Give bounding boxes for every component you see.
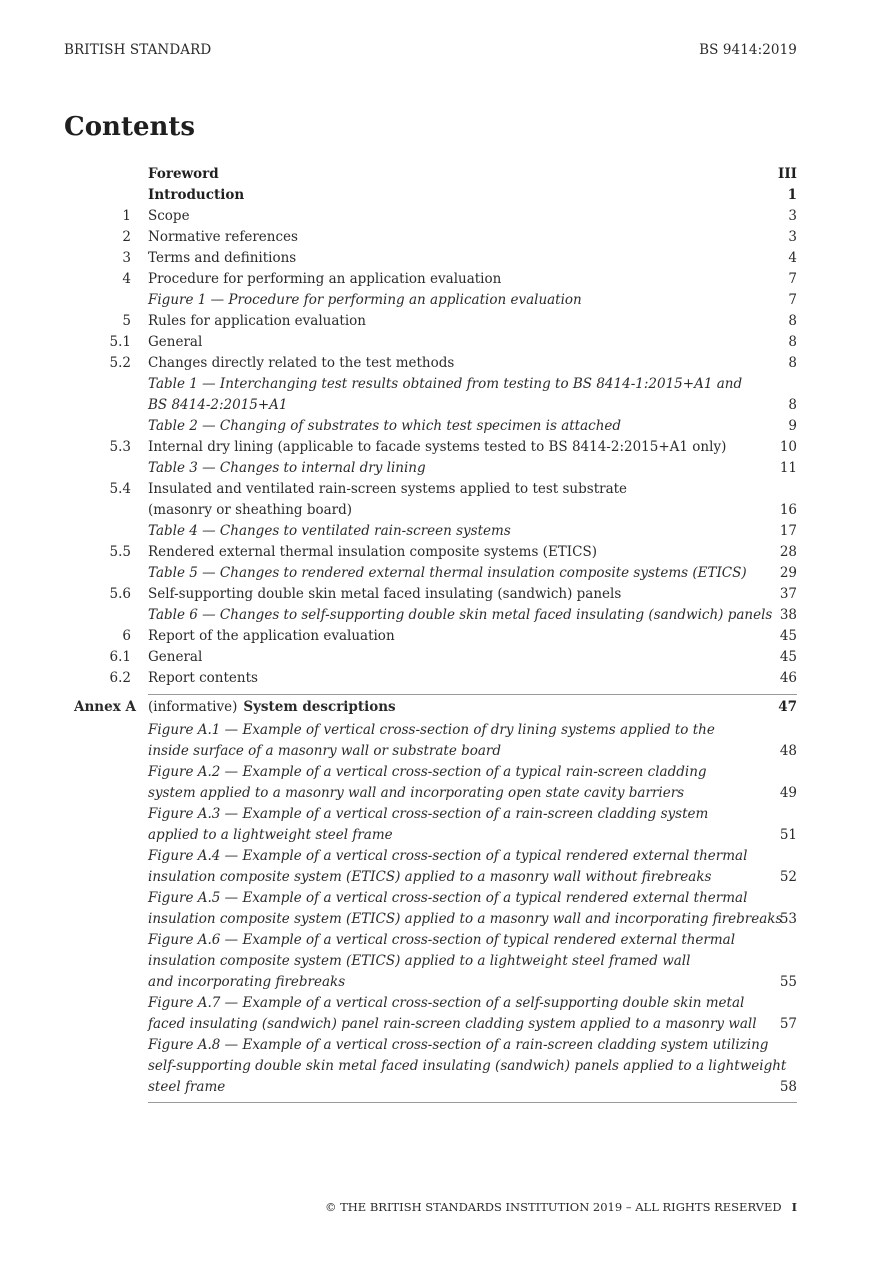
toc-entry-page: 9 bbox=[788, 418, 797, 434]
annex-figure-title: inside surface of a masonry wall or substrate board bbox=[148, 743, 502, 759]
annex-figure-page: 49 bbox=[779, 785, 797, 801]
annex-figure-title: insulation composite system (ETICS) applied to a masonry wall and incorporating firebreaks bbox=[148, 911, 783, 927]
toc-entry-number: 5.4 bbox=[109, 481, 131, 497]
toc-entry-page: 3 bbox=[788, 229, 797, 245]
footer-copyright: © THE BRITISH STANDARDS INSTITUTION 2019 – ALL RIGHTS RESERVED bbox=[324, 1200, 782, 1214]
annex-figure-entry[interactable] bbox=[64, 783, 797, 804]
toc-entry[interactable] bbox=[64, 542, 797, 563]
annex-heading-row[interactable] bbox=[64, 695, 797, 720]
toc-entry[interactable] bbox=[64, 584, 797, 605]
annex-figure-entry[interactable] bbox=[64, 1014, 797, 1035]
toc-entry-title: Internal dry lining (applicable to facade systems tested to BS 8414-2:2015+A1 only) bbox=[148, 439, 727, 455]
annex-figure-title: faced insulating (sandwich) panel rain-screen cladding system applied to a masonry wall bbox=[148, 1016, 757, 1032]
toc-entry[interactable] bbox=[64, 668, 797, 689]
toc-entry[interactable] bbox=[64, 290, 797, 311]
toc-entry-number: 2 bbox=[122, 229, 131, 245]
toc-entry-title: Report contents bbox=[148, 670, 258, 686]
toc-entry-title: Table 1 — Interchanging test results obtained from testing to BS 8414-1:2015+A1 and bbox=[148, 376, 743, 392]
annex-figure-title: Figure A.2 — Example of a vertical cross-section of a typical rain-screen cladding bbox=[148, 764, 707, 780]
table-of-contents bbox=[64, 164, 797, 1103]
annex-figure-entry[interactable] bbox=[64, 1077, 797, 1098]
toc-entry-title: General bbox=[148, 649, 203, 665]
toc-entry-title: Table 2 — Changing of substrates to which test specimen is attached bbox=[148, 418, 622, 434]
toc-entry-title: Table 4 — Changes to ventilated rain-screen systems bbox=[148, 523, 511, 539]
toc-entry-title: General bbox=[148, 334, 203, 350]
annex-figure-list bbox=[64, 720, 797, 1098]
annex-figure-title: Figure A.8 — Example of a vertical cross-section of a rain-screen cladding system utilizing bbox=[148, 1037, 769, 1053]
toc-entry-number: 6.1 bbox=[109, 649, 131, 665]
footer-page-number: I bbox=[791, 1200, 797, 1214]
toc-entry[interactable] bbox=[64, 185, 797, 206]
toc-entry-title: Self-supporting double skin metal faced insulating (sandwich) panels bbox=[148, 586, 622, 602]
toc-entry[interactable] bbox=[64, 164, 797, 185]
toc-entry-page: 38 bbox=[779, 607, 797, 623]
annex-figure-page: 57 bbox=[779, 1016, 797, 1032]
toc-entry[interactable] bbox=[64, 395, 797, 416]
annex-figure-entry[interactable] bbox=[64, 1035, 797, 1056]
toc-entry-page: 8 bbox=[788, 355, 797, 371]
toc-entry-number: 6.2 bbox=[109, 670, 131, 686]
toc-entry[interactable] bbox=[64, 416, 797, 437]
annex-figure-title: applied to a lightweight steel frame bbox=[148, 827, 393, 843]
annex-figure-entry[interactable] bbox=[64, 951, 797, 972]
toc-entry-title: Figure 1 — Procedure for performing an application evaluation bbox=[148, 292, 582, 308]
annex-system-descriptions: System descriptions bbox=[243, 699, 396, 715]
annex-figure-title: Figure A.1 — Example of vertical cross-section of dry lining systems applied to the bbox=[148, 722, 715, 738]
annex-figure-title: self-supporting double skin metal faced insulating (sandwich) panels applied to a lightweight bbox=[148, 1058, 787, 1074]
header-document-number: BS 9414:2019 bbox=[699, 42, 797, 58]
toc-entry-number: 5.2 bbox=[109, 355, 131, 371]
annex-figure-entry[interactable] bbox=[64, 741, 797, 762]
toc-entry-title: Procedure for performing an application evaluation bbox=[148, 271, 502, 287]
toc-entry-number: 5.5 bbox=[109, 544, 131, 560]
annex-figure-entry[interactable] bbox=[64, 888, 797, 909]
header-standard-label: BRITISH STANDARD bbox=[64, 42, 212, 58]
toc-entry-title: Report of the application evaluation bbox=[148, 628, 395, 644]
annex-page-number: 47 bbox=[778, 699, 797, 715]
toc-entry[interactable] bbox=[64, 479, 797, 500]
annex-figure-title: Figure A.5 — Example of a vertical cross-section of a typical rendered external thermal bbox=[148, 890, 748, 906]
toc-entry[interactable] bbox=[64, 311, 797, 332]
toc-entry[interactable] bbox=[64, 227, 797, 248]
page-footer bbox=[325, 1200, 797, 1214]
annex-figure-entry[interactable] bbox=[64, 804, 797, 825]
annex-figure-title: Figure A.7 — Example of a vertical cross-section of a self-supporting double skin metal bbox=[148, 995, 745, 1011]
annex-figure-page: 55 bbox=[779, 974, 797, 990]
toc-entry-page: 8 bbox=[788, 313, 797, 329]
toc-entry-page: 29 bbox=[779, 565, 797, 581]
annex-label: Annex A bbox=[74, 699, 136, 715]
toc-entry-page: 28 bbox=[779, 544, 797, 560]
annex-informative: (informative) bbox=[148, 699, 238, 715]
toc-entry-page: 37 bbox=[779, 586, 797, 602]
toc-entry-page: III bbox=[778, 166, 797, 182]
annex-figure-entry[interactable] bbox=[64, 972, 797, 993]
toc-entry-title: Rules for application evaluation bbox=[148, 313, 366, 329]
annex-figure-page: 58 bbox=[779, 1079, 797, 1095]
toc-entry-number: 3 bbox=[122, 250, 131, 266]
annex-figure-title: Figure A.4 — Example of a vertical cross-section of a typical rendered external thermal bbox=[148, 848, 748, 864]
toc-entry-page: 8 bbox=[788, 334, 797, 350]
toc-entry-page: 11 bbox=[779, 460, 797, 476]
toc-entry-number: 6 bbox=[122, 628, 131, 644]
toc-entry[interactable] bbox=[64, 437, 797, 458]
toc-entry[interactable] bbox=[64, 647, 797, 668]
toc-entry-number: 1 bbox=[122, 208, 131, 224]
annex-title bbox=[148, 695, 747, 720]
annex-figure-title: and incorporating firebreaks bbox=[148, 974, 346, 990]
toc-entry-title: Normative references bbox=[148, 229, 298, 245]
toc-entry-title: Rendered external thermal insulation composite systems (ETICS) bbox=[148, 544, 597, 560]
toc-entry[interactable] bbox=[64, 248, 797, 269]
annex-figure-page: 53 bbox=[779, 911, 797, 927]
toc-entry-page: 16 bbox=[779, 502, 797, 518]
annex-figure-page: 51 bbox=[779, 827, 797, 843]
toc-entry-page: 4 bbox=[788, 250, 797, 266]
toc-entry-page: 7 bbox=[788, 292, 797, 308]
toc-entry-title: (masonry or sheathing board) bbox=[148, 502, 353, 518]
toc-entry[interactable] bbox=[64, 626, 797, 647]
toc-entry[interactable] bbox=[64, 458, 797, 479]
annex-figure-entry[interactable] bbox=[64, 825, 797, 846]
toc-entry-number: 5.6 bbox=[109, 586, 131, 602]
toc-entry-page: 17 bbox=[779, 523, 797, 539]
annex-figure-entry[interactable] bbox=[64, 867, 797, 888]
annex-figure-entry[interactable] bbox=[64, 1056, 797, 1077]
annex-figure-entry[interactable] bbox=[64, 762, 797, 783]
toc-entry-page: 3 bbox=[788, 208, 797, 224]
toc-entry-title: Terms and definitions bbox=[148, 250, 297, 266]
annex-figure-title: insulation composite system (ETICS) applied to a masonry wall without firebreaks bbox=[148, 869, 712, 885]
toc-entry[interactable] bbox=[64, 521, 797, 542]
toc-entry-page: 10 bbox=[779, 439, 797, 455]
toc-entry-number: 5 bbox=[122, 313, 131, 329]
page-header bbox=[64, 42, 797, 60]
annex-figure-title: system applied to a masonry wall and incorporating open state cavity barriers bbox=[148, 785, 685, 801]
toc-entry-page: 46 bbox=[779, 670, 797, 686]
toc-entry[interactable] bbox=[64, 500, 797, 521]
toc-entry-number: 5.3 bbox=[109, 439, 131, 455]
annex-figure-entry[interactable] bbox=[64, 846, 797, 867]
toc-entry-title: Insulated and ventilated rain-screen systems applied to test substrate bbox=[148, 481, 628, 497]
toc-entry-title: Table 6 — Changes to self-supporting double skin metal faced insulating (sandwich) panels bbox=[148, 607, 773, 623]
toc-main-section bbox=[64, 164, 797, 689]
toc-entry-page: 45 bbox=[779, 628, 797, 644]
toc-entry[interactable] bbox=[64, 269, 797, 290]
toc-entry-number: 5.1 bbox=[109, 334, 131, 350]
toc-entry[interactable] bbox=[64, 374, 797, 395]
annex-divider-bottom bbox=[148, 1102, 797, 1103]
toc-entry-title: Introduction bbox=[148, 187, 245, 203]
toc-entry[interactable] bbox=[64, 353, 797, 374]
annex-figure-title: steel frame bbox=[148, 1079, 226, 1095]
toc-entry-page: 45 bbox=[779, 649, 797, 665]
annex-figure-entry[interactable] bbox=[64, 909, 797, 930]
toc-entry[interactable] bbox=[64, 563, 797, 584]
toc-entry-title: BS 8414-2:2015+A1 bbox=[148, 397, 288, 413]
annex-figure-entry[interactable] bbox=[64, 930, 797, 951]
toc-entry-page: 1 bbox=[787, 187, 797, 203]
annex-figure-title: insulation composite system (ETICS) applied to a lightweight steel framed wall bbox=[148, 953, 691, 969]
annex-figure-title: Figure A.6 — Example of a vertical cross-section of typical rendered external thermal bbox=[148, 932, 736, 948]
annex-figure-entry[interactable] bbox=[64, 993, 797, 1014]
annex-figure-title: Figure A.3 — Example of a vertical cross-section of a rain-screen cladding system bbox=[148, 806, 709, 822]
toc-entry-title: Changes directly related to the test methods bbox=[148, 355, 455, 371]
toc-entry[interactable] bbox=[64, 206, 797, 227]
toc-entry-page: 7 bbox=[788, 271, 797, 287]
toc-entry[interactable] bbox=[64, 332, 797, 353]
toc-entry-title: Foreword bbox=[148, 166, 219, 182]
toc-entry[interactable] bbox=[64, 605, 797, 626]
toc-entry-page: 8 bbox=[788, 397, 797, 413]
page-title: Contents bbox=[64, 112, 196, 142]
toc-entry-title: Scope bbox=[148, 208, 190, 224]
annex-figure-page: 52 bbox=[779, 869, 797, 885]
toc-entry-number: 4 bbox=[122, 271, 131, 287]
toc-entry-title: Table 3 — Changes to internal dry lining bbox=[148, 460, 426, 476]
toc-entry-title: Table 5 — Changes to rendered external thermal insulation composite systems (ETICS) bbox=[148, 565, 747, 581]
annex-figure-entry[interactable] bbox=[64, 720, 797, 741]
annex-figure-page: 48 bbox=[779, 743, 797, 759]
